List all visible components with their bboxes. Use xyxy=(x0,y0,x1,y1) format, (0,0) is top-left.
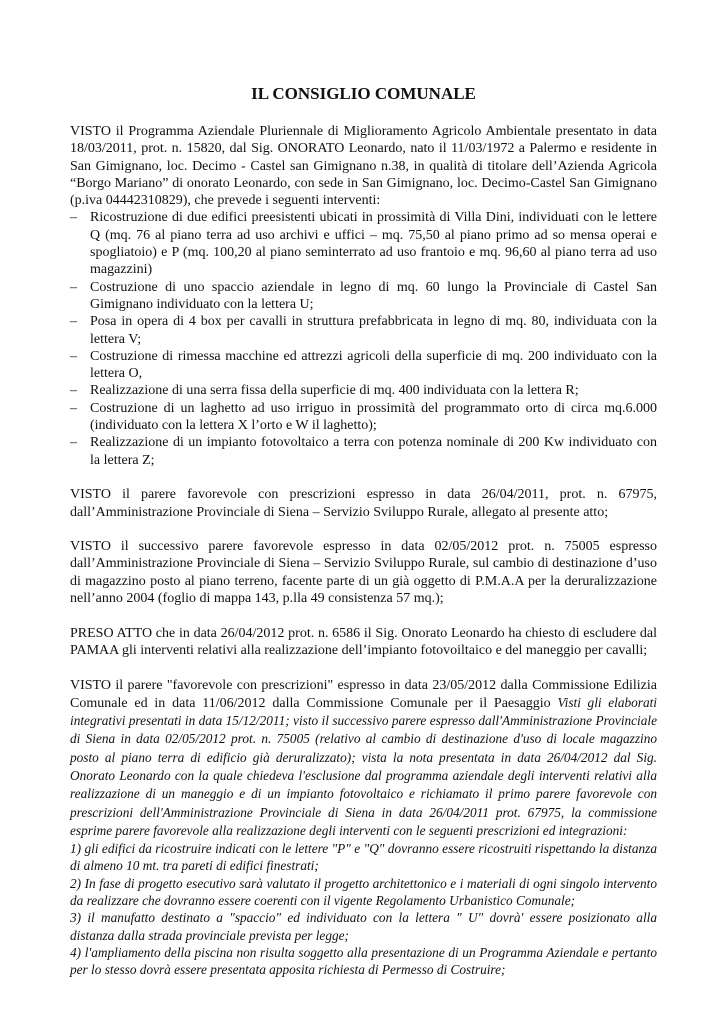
prescrizione-item: 1) gli edifici da ricostruire indicati con le lettere "P" e "Q" dovranno essere ricostruiti rispettando la distanza di almeno 10 mt. tra pareti di edifici finestrati; xyxy=(70,841,657,874)
list-item: – Costruzione di rimessa macchine ed attrezzi agricoli della superficie di mq. 200 individuato con la lettera O, xyxy=(70,348,657,383)
prescrizione-item: 3) il manufatto destinato a "spaccio" ed individuato con la lettera " U" dovrà' essere posizionato alla distanza dalla strada provinciale prevista per legge; xyxy=(70,910,657,943)
list-item: – Costruzione di un laghetto ad uso irriguo in prossimità del programmato orto di circa mq.6.000 (individuato con la lettera X l’orto e W il laghetto); xyxy=(70,400,657,435)
list-item: – Ricostruzione di due edifici preesistenti ubicati in prossimità di Villa Dini, individuati con le lettere Q (mq. 76 al piano terra ad uso archivi e uffici – mq. 75,50 al piano primo ad so mensa operai e spogliatoio) e P (mq. 100,20 al piano seminterrato ad uso frantoio e mq. 96,60 al piano terra ad uso magazzini) xyxy=(70,209,657,278)
document-page xyxy=(70,84,657,979)
commissione-italic-text: Visti gli elaborati integrativi presentati in data 15/12/2011; visto il successivo parere espresso dall'Amministrazione Provinciale di Siena in data 02/05/2012 prot. n. 75005 (relativo al cambio di destinazione d'uso di locale magazzino posto al piano terra di edificio già deruralizzato); vista la nota presentata in data 26/04/2012 dal Sig. Onorato Leonardo con la quale chiedeva l'esclusione dal programma aziendale degli interventi relativi alla realizzazione di un maneggio e di un impianto fotovoltaico e richiamato il primo parere favorevole con prescrizioni dell'Amministrazione Provinciale di Siena in data 26/04/2011 prot. 67975, la commissione esprime parere favorevole alla realizzazione degli interventi con le seguenti prescrizioni ed integrazioni: xyxy=(70,694,658,838)
paragraph-visto-programma: VISTO il Programma Aziendale Pluriennale di Miglioramento Agricolo Ambientale presentato in data 18/03/2011, prot. n. 15820, dal Sig. ONORATO Leonardo, nato il 11/03/1972 a Palermo e residente in San Gimignano, loc. Decimo - Castel san Gimignano n.38, in qualità di titolare dell’Azienda Agricola “Borgo Mariano” di onorato Leonardo, con sede in San Gimignano, loc. Decimo-Castel San Gimignano (p.iva 04442310829), che prevede i seguenti interventi: xyxy=(70,124,657,209)
list-item: – Costruzione di uno spaccio aziendale in legno di mq. 60 lungo la Provinciale di Castel San Gimignano individuato con la lettera U; xyxy=(70,279,657,314)
commissione-plain-text: VISTO il parere "favorevole con prescrizioni" espresso in data 23/05/2012 dalla Commissione Edilizia Comunale ed in data 11/06/2012 dalla Commissione Comunale per il Paesaggio xyxy=(70,677,657,711)
interventi-list xyxy=(70,209,657,468)
paragraph-preso-atto: PRESO ATTO che in data 26/04/2012 prot. n. 6586 il Sig. Onorato Leonardo ha chiesto di escludere dal PAMAA gli interventi relativi alla realizzazione dell’impianto fotovoiltaico e del maneggio per cavalli; xyxy=(70,625,657,658)
paragraph-visto-successivo: VISTO il successivo parere favorevole espresso in data 02/05/2012 prot. n. 75005 espresso dall’Amministrazione Provinciale di Siena – Servizio Sviluppo Rurale, sul cambio di destinazione d’uso di magazzino posto al piano terreno, facente parte di un già oggetto di P.M.A.A per la deruralizzazione nell’anno 2004 (foglio di mappa 143, p.lla 49 consistenza 57 mq.); xyxy=(70,539,657,607)
page-title: IL CONSIGLIO COMUNALE xyxy=(251,84,476,103)
prescrizione-item: 4) l'ampliamento della piscina non risulta soggetto alla presentazione di un Programma Aziendale e pertanto per lo stesso dovrà essere presentata apposita richiesta di Permesso di Costruire; xyxy=(70,944,657,978)
paragraph-visto-commissione xyxy=(70,677,657,841)
prescrizione-item: 2) In fase di progetto esecutivo sarà valutato il progetto architettonico e i materiali di ogni singolo intervento da realizzare che dovranno essere coerenti con il vigente Regolamento Urbanistico Comunale; xyxy=(70,875,657,909)
list-item: – Posa in opera di 4 box per cavalli in struttura prefabbricata in legno di mq. 80, individuata con la lettera V; xyxy=(70,313,657,348)
paragraph-visto-parere: VISTO il parere favorevole con prescrizioni espresso in data 26/04/2011, prot. n. 67975, dall’Amministrazione Provinciale di Siena – Servizio Sviluppo Rurale, allegato al presente atto; xyxy=(70,487,657,520)
list-item: – Realizzazione di un impianto fotovoltaico a terra con potenza nominale di 200 Kw individuato con la lettera Z; xyxy=(70,434,657,469)
list-item: – Realizzazione di una serra fissa della superficie di mq. 400 individuata con la lettera R; xyxy=(70,382,657,399)
